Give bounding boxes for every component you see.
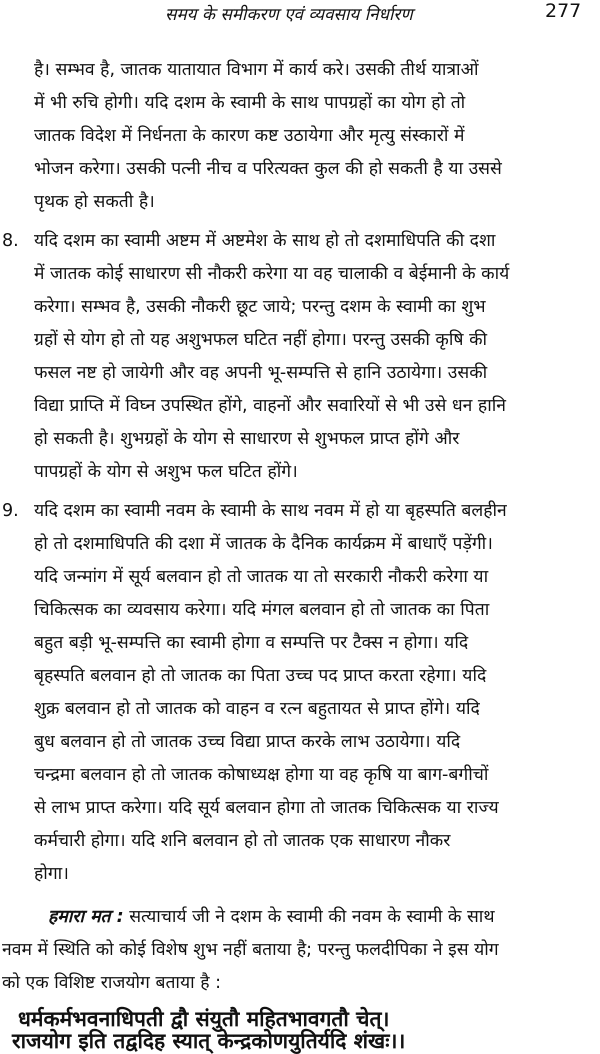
item-number: 9. xyxy=(2,501,19,521)
text-line: शुक्र बलवान हो तो जातक को वाहन व रत्न बहुतायत से प्राप्त होंगे। यदि xyxy=(34,699,480,719)
text-line: में जातक कोई साधारण सी नौकरी करेगा या वह चालाकी व बेईमानी के कार्य xyxy=(34,264,510,284)
text-line: पृथक हो सकती है। xyxy=(34,192,155,212)
text-line: पापग्रहों के योग से अशुभ फल घटित होंगे। xyxy=(34,462,298,482)
text-line: बृहस्पति बलवान हो तो जातक का पिता उच्च पद प्राप्त करता रहेगा। यदि xyxy=(34,666,487,686)
item-number: 8. xyxy=(2,231,19,251)
text-line: बहुत बड़ी भू-सम्पत्ति का स्वामी होगा व सम्पत्ति पर टैक्स न होगा। यदि xyxy=(34,633,469,653)
opinion-label: हमारा मत : xyxy=(48,907,124,927)
page-number: 277 xyxy=(545,0,582,22)
text-line: यदि दशम का स्वामी अष्टम में अष्टमेश के साथ हो तो दशमाधिपति की दशा xyxy=(34,231,496,251)
text-line: भोजन करेगा। उसकी पत्नी नीच व परित्यक्त कुल की हो सकती है या उससे xyxy=(34,159,502,179)
running-title: समय के समीकरण एवं व्यवसाय निर्धारण xyxy=(165,5,413,25)
text-line: को एक विशिष्ट राजयोग बताया है : xyxy=(2,973,221,993)
text-line: ग्रहों से योग हो तो यह अशुभफल घटित नहीं होगा। परन्तु उसकी कृषि की xyxy=(34,330,488,350)
text-line: विद्या प्राप्ति में विघ्न उपस्थित होंगे, वाहनों और सवारियों से भी उसे धन हानि xyxy=(34,396,506,416)
opinion-text: सत्याचार्य जी ने दशम के स्वामी की नवम के स्वामी के साथ xyxy=(129,907,495,927)
text-line: फसल नष्ट हो जायेगी और वह अपनी भू-सम्पत्ति से हानि उठायेगा। उसकी xyxy=(34,363,488,383)
verse-line: धर्मकर्मभवनाधिपती द्वौ संयुतौ महितभावगतौ चेत्। xyxy=(18,1006,390,1031)
text-line: में भी रुचि होगी। यदि दशम के स्वामी के साथ पापग्रहों का योग हो तो xyxy=(34,93,466,113)
text-line: करेगा। सम्भव है, उसकी नौकरी छूट जाये; परन्तु दशम के स्वामी का शुभ xyxy=(34,297,486,317)
text-line: चिकित्सक का व्यवसाय करेगा। यदि मंगल बलवान हो तो जातक का पिता xyxy=(34,600,490,620)
text-line xyxy=(48,906,495,928)
text-line: होगा। xyxy=(34,864,69,884)
text-line: यदि दशम का स्वामी नवम के स्वामी के साथ नवम में हो या बृहस्पति बलहीन xyxy=(34,501,507,521)
text-line: चन्द्रमा बलवान हो तो जातक कोषाध्यक्ष होगा या वह कृषि या बाग-बगीचों xyxy=(34,765,489,785)
text-line: जातक विदेश में निर्धनता के कारण कष्ट उठायेगा और मृत्यु संस्कारों में xyxy=(34,126,465,146)
text-line: है। सम्भव है, जातक यातायात विभाग में कार्य करे। उसकी तीर्थ यात्राओं xyxy=(34,60,479,80)
text-line: हो सकती है। शुभग्रहों के योग से साधारण से शुभफल प्राप्त होंगे और xyxy=(34,429,460,449)
verse-line: राजयोग इति तद्वदिह स्यात् केन्द्रकोणयुतिर्यदि शंखः।। xyxy=(12,1028,406,1053)
text-line: बुध बलवान हो तो जातक उच्च विद्या प्राप्त करके लाभ उठायेगा। यदि xyxy=(34,732,461,752)
text-line: नवम में स्थिति को कोई विशेष शुभ नहीं बताया है; परन्तु फलदीपिका ने इस योग xyxy=(2,940,499,960)
page-header xyxy=(0,0,600,36)
text-line: हो तो दशमाधिपति की दशा में जातक के दैनिक कार्यक्रम में बाधाएँ पड़ेंगी। xyxy=(34,534,493,554)
text-line: कर्मचारी होगा। यदि शनि बलवान हो तो जातक एक साधारण नौकर xyxy=(34,831,451,851)
text-line: से लाभ प्राप्त करेगा। यदि सूर्य बलवान होगा तो जातक चिकित्सक या राज्य xyxy=(34,798,499,818)
text-line: यदि जन्मांग में सूर्य बलवान हो तो जातक या तो सरकारी नौकरी करेगा या xyxy=(34,567,489,587)
